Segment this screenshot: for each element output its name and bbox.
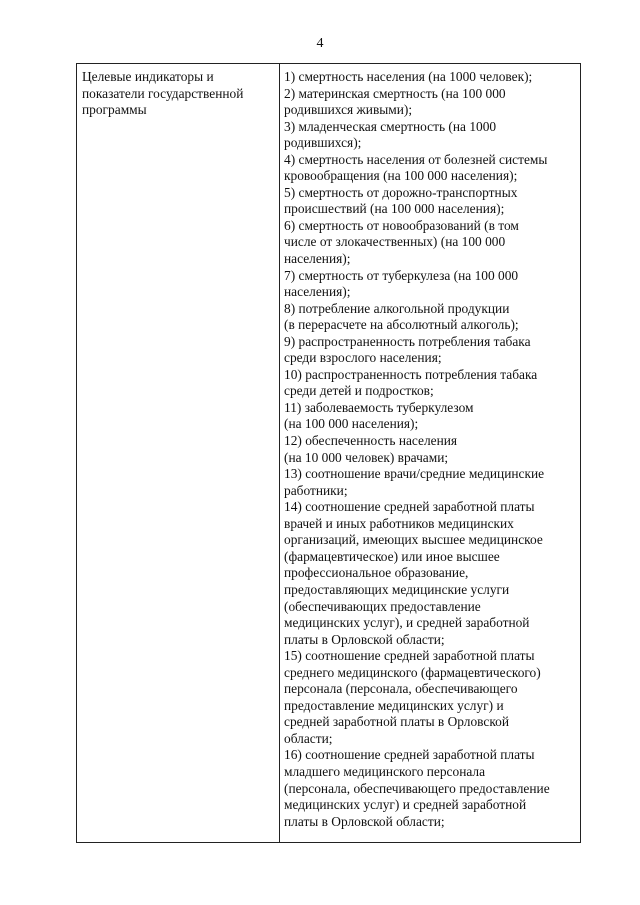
indicator-line: 11) заболеваемость туберкулезом [284, 399, 474, 415]
indicator-line: 6) смертность от новообразований (в том [284, 217, 519, 233]
indicator-line: числе от злокачественных) (на 100 000 [284, 234, 506, 250]
indicator-line: 4) смертность населения от болезней системы [284, 151, 548, 167]
column-divider [279, 64, 280, 842]
indicator-line: медицинских услуг) и средней заработной [284, 797, 527, 813]
indicator-line: 10) распространенность потребления табака [284, 366, 538, 382]
indicator-line: организаций, имеющих высшее медицинское [284, 532, 543, 548]
indicator-line: 5) смертность от дорожно-транспортных [284, 184, 518, 200]
indicator-line: (на 10 000 человек) врачами; [284, 449, 449, 465]
indicator-line: среднего медицинского (фармацевтического) [284, 664, 541, 680]
indicator-line: средней заработной платы в Орловской [284, 714, 510, 730]
indicator-line: 8) потребление алкогольной продукции [284, 300, 510, 316]
indicator-line: 13) соотношение врачи/средние медицинские [284, 466, 545, 482]
indicator-line: (обеспечивающих предоставление [284, 598, 481, 614]
row-label-line: Целевые индикаторы и [82, 69, 214, 84]
indicator-line: профессиональное образование, [284, 565, 469, 581]
indicator-line: (в перерасчете на абсолютный алкоголь); [284, 317, 519, 333]
indicator-line: 2) материнская смертность (на 100 000 [284, 85, 506, 101]
indicator-line: родившихся живыми); [284, 102, 413, 118]
indicator-line: населения); [284, 251, 351, 267]
row-label-line: программы [82, 102, 147, 118]
indicator-line: 14) соотношение средней заработной платы [284, 499, 535, 515]
page-number: 4 [316, 36, 324, 51]
indicator-line: персонала (персонала, обеспечивающего [284, 681, 518, 697]
indicator-line: области; [284, 730, 333, 746]
row-label-line: показатели государственной [82, 85, 244, 101]
indicator-line: 3) младенческая смертность (на 1000 [284, 118, 497, 134]
indicator-line: медицинских услуг), и средней заработной [284, 615, 530, 631]
indicator-line: работники; [284, 482, 348, 498]
indicator-line: 7) смертность от туберкулеза (на 100 000 [284, 267, 519, 283]
indicator-line: 1) смертность населения (на 1000 человек); [284, 69, 533, 84]
indicator-list-cell [284, 69, 578, 830]
indicator-line: (персонала, обеспечивающего предоставление [284, 780, 550, 796]
indicator-line: 9) распространенность потребления табака [284, 333, 531, 349]
indicator-line: младшего медицинского персонала [284, 763, 486, 779]
indicator-line: врачей и иных работников медицинских [284, 515, 514, 531]
indicator-line: кровообращения (на 100 000 населения); [284, 168, 518, 184]
indicator-line: платы в Орловской области; [284, 813, 445, 829]
indicator-line: родившихся); [284, 135, 362, 151]
row-label-cell [82, 69, 274, 119]
indicator-line: 15) соотношение средней заработной платы [284, 648, 535, 664]
indicator-line: платы в Орловской области; [284, 631, 445, 647]
indicator-line: населения); [284, 284, 351, 300]
indicators-table [76, 63, 581, 843]
indicator-line: предоставление медицинских услуг) и [284, 697, 504, 713]
indicator-line: среди взрослого населения; [284, 350, 442, 366]
indicator-line: 16) соотношение средней заработной платы [284, 747, 535, 763]
indicator-line: среди детей и подростков; [284, 383, 434, 399]
indicator-line: (фармацевтическое) или иное высшее [284, 548, 500, 564]
indicator-line: (на 100 000 населения); [284, 416, 419, 432]
indicator-line: предоставляющих медицинские услуги [284, 581, 510, 597]
indicator-line: 12) обеспеченность населения [284, 433, 458, 449]
indicator-line: происшествий (на 100 000 населения); [284, 201, 505, 217]
